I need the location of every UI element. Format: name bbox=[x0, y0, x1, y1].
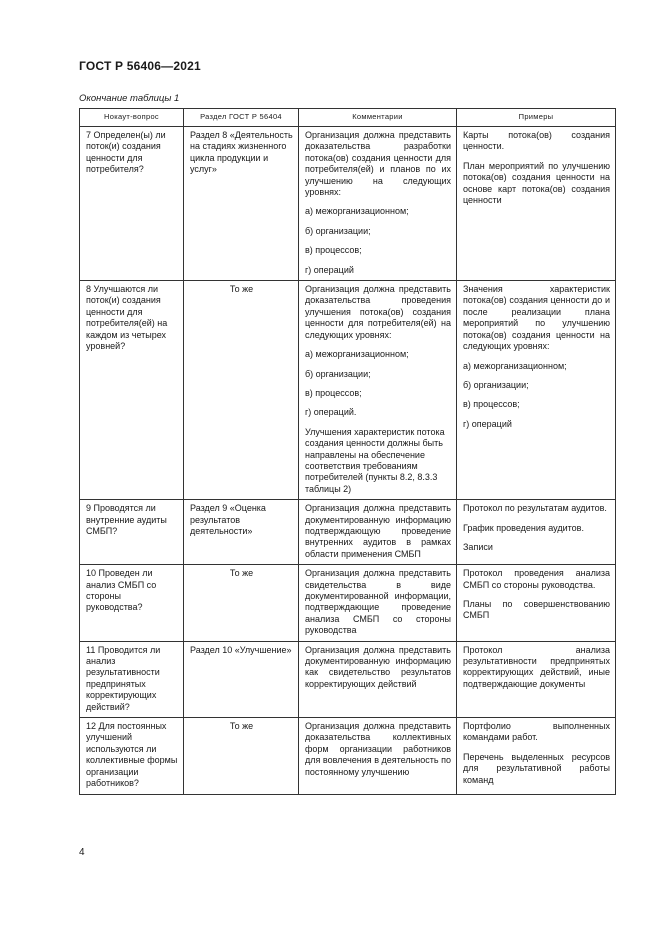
comment-paragraph: г) операций bbox=[305, 264, 354, 275]
table-row bbox=[80, 281, 616, 500]
example-paragraph: План мероприятий по улучшению потока(ов) создания ценности на основе карт потока(ов) создания ценности bbox=[463, 160, 610, 206]
example-paragraph: График проведения аудитов. bbox=[463, 522, 584, 533]
comments-cell bbox=[299, 281, 457, 500]
example-paragraph: Записи bbox=[463, 541, 493, 552]
question-cell: 9 Проводятся ли внутренние аудиты СМБП? bbox=[80, 500, 184, 565]
comments-cell bbox=[299, 565, 457, 641]
example-paragraph: а) межорганизационном; bbox=[463, 360, 567, 371]
section-cell: Раздел 10 «Улучшение» bbox=[184, 641, 299, 717]
example-paragraph: Значения характеристик потока(ов) создания ценности до и после реализации плана мероприятий по улучшению потока(ов) создания ценности на следующих уровнях: bbox=[463, 284, 610, 352]
table-row bbox=[80, 500, 616, 565]
table-row bbox=[80, 641, 616, 717]
example-paragraph: Планы по совершенствованию СМБП bbox=[463, 599, 610, 621]
comments-cell bbox=[299, 641, 457, 717]
section-cell: Раздел 9 «Оценка результатов деятельности» bbox=[184, 500, 299, 565]
example-paragraph: Протокол по результатам аудитов. bbox=[463, 503, 607, 514]
example-paragraph: Протокол проведения анализа СМБП со стороны руководства. bbox=[463, 568, 610, 590]
examples-cell bbox=[457, 127, 616, 281]
section-cell: То же bbox=[184, 281, 299, 500]
header-question: Нокаут-вопрос bbox=[80, 109, 184, 127]
table-row bbox=[80, 127, 616, 281]
comments-cell bbox=[299, 127, 457, 281]
comment-paragraph: б) организации; bbox=[305, 225, 371, 236]
comment-paragraph: б) организации; bbox=[305, 368, 371, 379]
comment-paragraph: в) процессов; bbox=[305, 387, 362, 398]
examples-cell bbox=[457, 281, 616, 500]
example-paragraph: Перечень выделенных ресурсов для результативной работы команд bbox=[463, 751, 610, 785]
page-number: 4 bbox=[79, 847, 85, 858]
question-cell: 8 Улучшаются ли поток(и) создания ценности для потребителя(ей) на каждом из четырех уровней? bbox=[80, 281, 184, 500]
table-caption: Окончание таблицы 1 bbox=[79, 93, 180, 104]
knockout-questions-table bbox=[79, 108, 616, 795]
example-paragraph: б) организации; bbox=[463, 379, 529, 390]
section-cell: Раздел 8 «Деятельность на стадиях жизненного цикла продукции и услуг» bbox=[184, 127, 299, 281]
table-header-row bbox=[80, 109, 616, 127]
comments-cell bbox=[299, 718, 457, 794]
comment-paragraph: а) межорганизационном; bbox=[305, 349, 409, 360]
example-paragraph: в) процессов; bbox=[463, 399, 520, 410]
question-cell: 11 Проводится ли анализ результативности предпринятых корректирующих действий? bbox=[80, 641, 184, 717]
comment-paragraph: Организация должна представить доказательства коллективных форм организации работников для вовлечения в деятельность по постоянному улучшению bbox=[305, 721, 451, 777]
header-comments: Комментарии bbox=[299, 109, 457, 127]
section-cell: То же bbox=[184, 718, 299, 794]
comment-paragraph: а) межорганизационном; bbox=[305, 206, 409, 217]
examples-cell bbox=[457, 500, 616, 565]
comment-paragraph: Организация должна представить свидетельства в виде документированной информации, подтверждающие проведение анализа СМБП со стороны руководства bbox=[305, 568, 451, 636]
comment-paragraph: Организация должна представить доказательства разработки потока(ов) создания ценности для потребителя(ей) и планов по их улучшению на следующих уровнях: bbox=[305, 130, 451, 198]
document-title: ГОСТ Р 56406—2021 bbox=[79, 59, 201, 73]
header-examples: Примеры bbox=[457, 109, 616, 127]
example-paragraph: Портфолио выполненных командами работ. bbox=[463, 721, 610, 743]
table-row bbox=[80, 718, 616, 794]
examples-cell bbox=[457, 565, 616, 641]
header-section: Раздел ГОСТ Р 56404 bbox=[184, 109, 299, 127]
section-cell: То же bbox=[184, 565, 299, 641]
question-cell: 12 Для постоянных улучшений используются ли коллективные формы организации работников? bbox=[80, 718, 184, 794]
comment-paragraph: Организация должна представить документированную информацию подтверждающую проведение внутренних аудитов в рамках области применения СМБП bbox=[305, 503, 451, 559]
comment-paragraph: Организация должна представить документированную информацию как свидетельство результатов корректирующих действий bbox=[305, 644, 451, 689]
example-paragraph: Протокол анализа результативности предпринятых корректирующих действий, иные подтверждающие документы bbox=[463, 644, 610, 689]
comment-paragraph: Организация должна представить доказательства проведения улучшения потока(ов) создания ценности для потребителя(ей) на следующих уровнях: bbox=[305, 284, 451, 340]
examples-cell bbox=[457, 718, 616, 794]
comments-cell bbox=[299, 500, 457, 565]
example-paragraph: г) операций bbox=[463, 418, 512, 429]
question-cell: 7 Определен(ы) ли поток(и) создания ценности для потребителя? bbox=[80, 127, 184, 281]
example-paragraph: Карты потока(ов) создания ценности. bbox=[463, 130, 610, 152]
comment-paragraph: г) операций. bbox=[305, 407, 357, 418]
examples-cell bbox=[457, 641, 616, 717]
table-row bbox=[80, 565, 616, 641]
comment-paragraph: Улучшения характеристик потока создания ценности должны быть направлены на обеспечение соответствия требованиям потребителей (пункты 8.2, 8.3.3 таблицы 2) bbox=[305, 426, 445, 494]
question-cell: 10 Проведен ли анализ СМБП со стороны руководства? bbox=[80, 565, 184, 641]
comment-paragraph: в) процессов; bbox=[305, 245, 362, 256]
